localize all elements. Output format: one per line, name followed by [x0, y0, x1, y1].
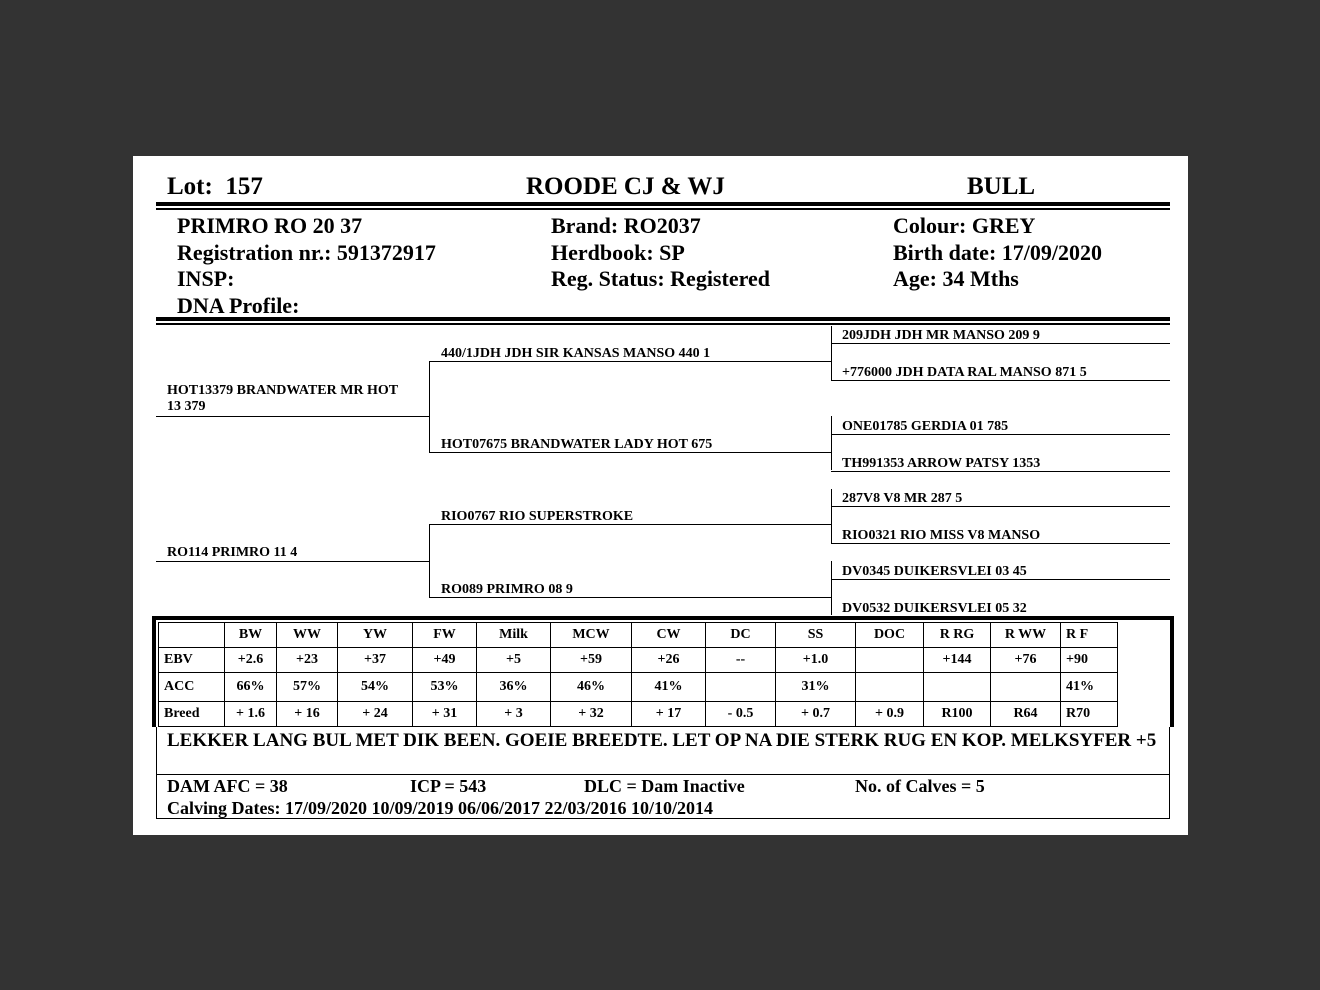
acc-cell — [991, 673, 1061, 702]
breed-cell: + 0.9 — [856, 702, 924, 727]
pedigree-rule-thin — [156, 323, 1170, 325]
breed-cell: + 1.6 — [225, 702, 277, 727]
pedigree-dam-line — [156, 561, 430, 562]
pedigree-ggp-5: 287V8 V8 MR 287 5 — [842, 491, 963, 506]
owner-name: ROODE CJ & WJ — [526, 173, 725, 200]
breed-cell: - 0.5 — [706, 702, 776, 727]
icp-value: ICP = 543 — [410, 776, 487, 796]
pedigree-ggp-5-line — [831, 506, 1170, 507]
footer-bottom-rule — [156, 818, 1170, 819]
ebv-cell: +23 — [277, 648, 338, 673]
breed-cell: + 24 — [338, 702, 413, 727]
animal-name: PRIMRO RO 20 37 — [177, 213, 363, 238]
ebv-cell: +144 — [924, 648, 991, 673]
breed-cell: + 0.7 — [776, 702, 856, 727]
ebv-frame-left — [152, 616, 156, 727]
col-r-ww: R WW — [991, 623, 1061, 648]
animal-info-middle — [551, 213, 770, 293]
acc-row — [159, 673, 1118, 702]
row-label: ACC — [159, 673, 225, 702]
acc-cell: 57% — [277, 673, 338, 702]
calves-count: No. of Calves = 5 — [855, 776, 985, 796]
pedigree-sire-text: HOT13379 BRANDWATER MR HOT 13 379 — [167, 383, 398, 414]
breed-cell: + 31 — [413, 702, 477, 727]
header-rule-thick — [156, 202, 1170, 206]
acc-cell: 46% — [551, 673, 632, 702]
pedigree-sire-dam: HOT07675 BRANDWATER LADY HOT 675 — [441, 437, 713, 452]
pedigree-dam-bracket — [429, 525, 430, 598]
breed-cell: + 16 — [277, 702, 338, 727]
breed-cell: + 32 — [551, 702, 632, 727]
ebv-cell: +2.6 — [225, 648, 277, 673]
pedigree-ggp-7: DV0345 DUIKERSVLEI 03 45 — [842, 564, 1027, 579]
animal-info-left — [177, 213, 436, 319]
col-dc: DC — [706, 623, 776, 648]
birth-date-field: Birth date: 17/09/2020 — [893, 239, 1102, 265]
pedigree-ggp-6: RIO0321 RIO MISS V8 MANSO — [842, 528, 1041, 543]
lot-title — [167, 173, 263, 201]
ebv-header-row — [159, 623, 1118, 648]
breed-cell: R64 — [991, 702, 1061, 727]
pedigree-dam: RO114 PRIMRO 11 4 — [167, 545, 298, 560]
row-label: EBV — [159, 648, 225, 673]
pedigree-sire-bracket — [429, 362, 430, 453]
sex-label: BULL — [967, 173, 1036, 200]
col-ww: WW — [277, 623, 338, 648]
pedigree-dam-sire-line — [429, 524, 832, 525]
lot-label: Lot: — [167, 173, 213, 200]
pedigree-dam-dam: RO089 PRIMRO 08 9 — [441, 582, 573, 597]
ebv-cell: +49 — [413, 648, 477, 673]
ebv-row — [159, 648, 1118, 673]
acc-cell: 36% — [477, 673, 551, 702]
ebv-cell: +76 — [991, 648, 1061, 673]
animal-info-right — [893, 213, 1102, 293]
col-mcw: MCW — [551, 623, 632, 648]
pedigree-sire — [167, 383, 402, 415]
lot-number: 157 — [225, 173, 263, 200]
ebv-cell: -- — [706, 648, 776, 673]
pedigree-dam-dam-line — [429, 597, 832, 598]
col-ss: SS — [776, 623, 856, 648]
age-field: Age: 34 Mths — [893, 266, 1019, 291]
col-r-f: R F — [1061, 623, 1118, 648]
pedigree-ggp-4: TH991353 ARROW PATSY 1353 — [842, 456, 1041, 471]
pedigree-rule-thick — [156, 317, 1170, 321]
pedigree-ggp-bracket-1 — [831, 326, 832, 380]
ebv-cell: +37 — [338, 648, 413, 673]
ebv-frame-right — [1170, 616, 1174, 727]
header-rule-thin — [156, 208, 1170, 210]
col-cw: CW — [632, 623, 706, 648]
breed-cell: R100 — [924, 702, 991, 727]
ebv-cell: +26 — [632, 648, 706, 673]
comment-box-right — [1169, 727, 1170, 819]
pedigree-sire-line — [156, 416, 430, 417]
comment-text: LEKKER LANG BUL MET DIK BEEN. GOEIE BREEDTE. LET OP NA DIE STERK RUG EN KOP. MELKSYFER +5 — [167, 730, 1157, 751]
pedigree-ggp-1-line — [831, 343, 1170, 344]
pedigree-ggp-6-line — [831, 543, 1170, 544]
pedigree-ggp-bracket-4 — [831, 561, 832, 615]
pedigree-ggp-8: DV0532 DUIKERSVLEI 05 32 — [842, 601, 1027, 616]
pedigree-ggp-3: ONE01785 GERDIA 01 785 — [842, 419, 1009, 434]
pedigree-ggp-1: 209JDH JDH MR MANSO 209 9 — [842, 328, 1040, 343]
pedigree-sire-sire: 440/1JDH JDH SIR KANSAS MANSO 440 1 — [441, 346, 711, 361]
pedigree-ggp-2-line — [831, 380, 1170, 381]
acc-cell — [856, 673, 924, 702]
calving-dates: Calving Dates: 17/09/2020 10/09/2019 06/06/2017 22/03/2016 10/10/2014 — [167, 798, 714, 818]
col-milk: Milk — [477, 623, 551, 648]
colour-field: Colour: GREY — [893, 213, 1036, 238]
col-bw: BW — [225, 623, 277, 648]
breed-cell: + 3 — [477, 702, 551, 727]
acc-cell: 54% — [338, 673, 413, 702]
pedigree-ggp-3-line — [831, 434, 1170, 435]
ebv-table — [158, 622, 1118, 727]
pedigree-ggp-7-line — [831, 579, 1170, 580]
ebv-cell: +90 — [1061, 648, 1118, 673]
dlc-value: DLC = Dam Inactive — [584, 776, 745, 796]
col-r-rg: R RG — [924, 623, 991, 648]
row-label: Breed — [159, 702, 225, 727]
ebv-cell: +59 — [551, 648, 632, 673]
lot-card — [133, 156, 1188, 835]
ebv-frame-top — [152, 616, 1174, 620]
col-yw: YW — [338, 623, 413, 648]
acc-cell — [924, 673, 991, 702]
pedigree-dam-sire: RIO0767 RIO SUPERSTROKE — [441, 509, 634, 524]
herdbook-field: Herdbook: SP — [551, 239, 685, 265]
registration-number: Registration nr.: 591372917 — [177, 239, 436, 265]
brand-field: Brand: RO2037 — [551, 213, 701, 238]
reg-status-field: Reg. Status: Registered — [551, 266, 770, 291]
ebv-cell: +1.0 — [776, 648, 856, 673]
pedigree-ggp-bracket-3 — [831, 489, 832, 543]
ebv-corner-cell — [159, 623, 225, 648]
breed-row — [159, 702, 1118, 727]
acc-cell: 31% — [776, 673, 856, 702]
acc-cell: 41% — [632, 673, 706, 702]
dna-profile-field: DNA Profile: — [177, 292, 300, 318]
col-fw: FW — [413, 623, 477, 648]
dam-afc: DAM AFC = 38 — [167, 776, 288, 796]
col-doc: DOC — [856, 623, 924, 648]
pedigree-ggp-2: +776000 JDH DATA RAL MANSO 871 5 — [842, 365, 1087, 380]
pedigree-sire-dam-line — [429, 452, 832, 453]
acc-cell: 41% — [1061, 673, 1118, 702]
acc-cell: 66% — [225, 673, 277, 702]
ebv-cell — [856, 648, 924, 673]
pedigree-ggp-4-line — [831, 471, 1170, 472]
acc-cell — [706, 673, 776, 702]
acc-cell: 53% — [413, 673, 477, 702]
pedigree-sire-sire-line — [429, 361, 832, 362]
breed-cell: + 17 — [632, 702, 706, 727]
comment-divider — [156, 774, 1170, 775]
pedigree-ggp-bracket-2 — [831, 416, 832, 470]
insp-field: INSP: — [177, 266, 235, 291]
breed-cell: R70 — [1061, 702, 1118, 727]
ebv-cell: +5 — [477, 648, 551, 673]
